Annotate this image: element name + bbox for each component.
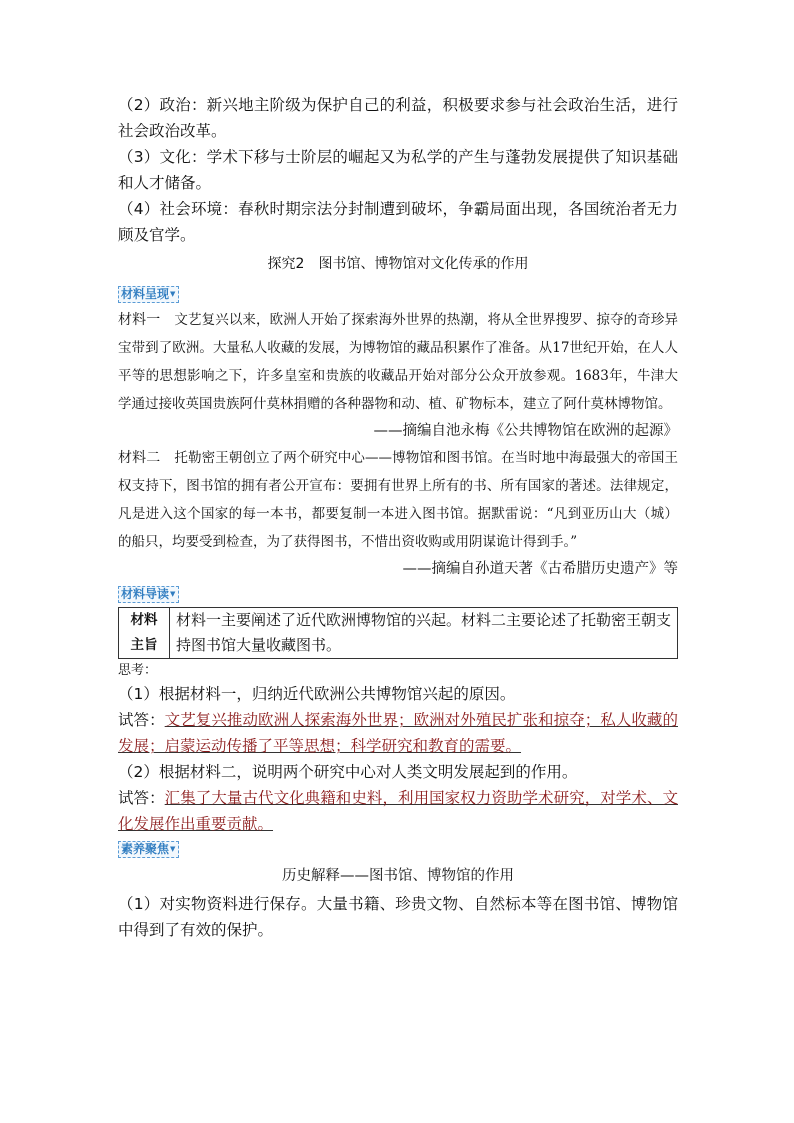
guide-header-cell	[119, 608, 170, 659]
guide-head-1: 材料	[130, 612, 158, 628]
guide-text-cell: 材料一主要阐述了近代欧洲博物馆的兴起。材料二主要论述了托勒密王朝支持图书馆大量收藏图书。	[170, 608, 678, 659]
focus-paragraph-1: （1）对实物资料进行保存。大量书籍、珍贵文物、自然标本等在图书馆、博物馆中得到了有效的保护。	[118, 895, 678, 939]
triangle-icon: ▼	[170, 290, 176, 298]
triangle-icon: ▼	[170, 590, 176, 598]
table-row	[119, 608, 678, 659]
material-two-label: 材料二	[118, 450, 161, 466]
material-one-text: 文艺复兴以来，欧洲人开始了探索海外世界的热潮，将从全世界搜罗、掠夺的奇珍异宝带到了欧洲。大量私人收藏的发展，为博物馆的藏品积累作了准备。从17世纪开始，在人人平等的思想影响之下，许多皇室和贵族的收藏品开始对部分公众开放参观。1683年，牛津大学通过接收英国贵族阿什莫林捐赠的各种器物和动、植、矿物标本，建立了阿什莫林博物馆。	[118, 312, 679, 412]
intro-culture: （3）文化：学术下移与士阶层的崛起又为私学的产生与蓬勃发展提供了知识基础和人才储备。	[118, 148, 678, 192]
material-tag-label: 材料呈现	[121, 287, 170, 301]
tag-literacy-focus	[118, 837, 678, 861]
material-two-text: 托勒密王朝创立了两个研究中心——博物馆和图书馆。在当时地中海最强大的帝国王权支持下，图书馆的拥有者公开宣布：要拥有世界上所有的书、所有国家的著述。法律规定，凡是进入这个国家的每一本书，都要复制一本进入图书馆。据默雷说：“凡到亚历山大（城）的船只，均要受到检查，为了获得图书，不惜出资收购或用阴谋诡计得到手。”	[118, 450, 679, 550]
guide-tag	[118, 586, 179, 603]
answer-one-label: 试答：	[118, 711, 165, 729]
material-one-label: 材料一	[118, 312, 161, 328]
tag-material-presentation	[118, 282, 678, 306]
think-label: 思考：	[118, 663, 158, 678]
document-page	[118, 92, 678, 943]
section-title: 探究2 图书馆、博物馆对文化传承的作用	[267, 256, 529, 272]
question-one: （1）根据材料一，归纳近代欧洲公共博物馆兴起的原因。	[118, 685, 516, 703]
guide-head-2: 主旨	[130, 637, 158, 653]
material-two-source: ——摘编自孙道天著《古希腊历史遗产》等	[402, 561, 678, 577]
answer-one	[118, 707, 678, 759]
focus-tag	[118, 841, 179, 858]
answer-one-text: 文艺复兴推动欧洲人探索海外世界；欧洲对外殖民扩张和掠夺；私人收藏的发展；启蒙运动传播了平等思想；科学研究和教育的需要。	[118, 711, 678, 755]
material-two	[118, 444, 678, 556]
triangle-icon: ▼	[170, 845, 176, 853]
tag-material-guide	[118, 582, 678, 606]
material-one-source: ——摘编自池永梅《公共博物馆在欧洲的起源》	[373, 423, 678, 439]
answer-two-label: 试答：	[118, 789, 165, 807]
guide-table	[118, 607, 678, 659]
material-tag	[118, 286, 179, 303]
focus-title: 历史解释——图书馆、博物馆的作用	[282, 868, 514, 884]
question-two: （2）根据材料二，说明两个研究中心对人类文明发展起到的作用。	[118, 763, 578, 781]
intro-society: （4）社会环境：春秋时期宗法分封制遭到破坏，争霸局面出现，各国统治者无力顾及官学。	[118, 200, 678, 244]
answer-two	[118, 785, 678, 837]
material-one	[118, 306, 678, 418]
guide-tag-label: 材料导读	[121, 587, 170, 601]
focus-tag-label: 素养聚焦	[121, 842, 170, 856]
answer-two-text: 汇集了大量古代文化典籍和史料，利用国家权力资助学术研究，对学术、文化发展作出重要贡献。	[118, 789, 678, 833]
intro-politics: （2）政治：新兴地主阶级为保护自己的利益，积极要求参与社会政治生活，进行社会政治改革。	[118, 96, 678, 140]
